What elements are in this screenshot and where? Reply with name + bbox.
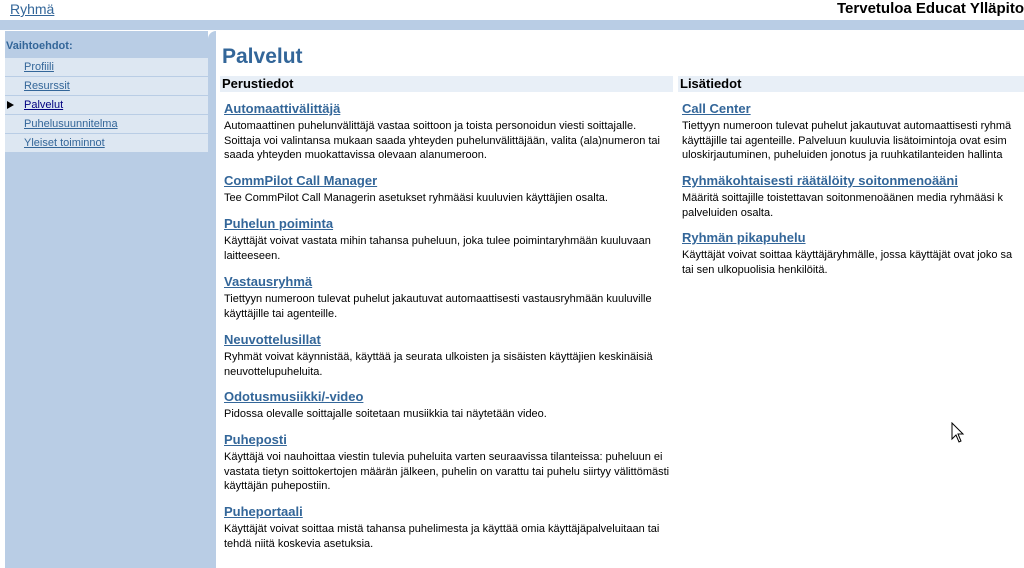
service-item xyxy=(224,332,672,379)
sidebar-item-palvelut[interactable] xyxy=(5,96,208,115)
service-description: Tee CommPilot Call Managerin asetukset ryhmääsi kuuluvien käyttäjien osalta. xyxy=(224,192,608,204)
description-line: palveluiden osalta. xyxy=(682,206,774,219)
sidebar-item-label[interactable]: Yleiset toiminnot xyxy=(24,137,105,149)
service-description xyxy=(682,119,1024,163)
sidebar-item-label[interactable]: Profiili xyxy=(24,61,54,73)
service-item xyxy=(682,230,1024,277)
service-item xyxy=(224,173,672,206)
sidebar-item-label[interactable]: Palvelut xyxy=(24,99,64,111)
main-frame-corner xyxy=(208,31,216,568)
service-item xyxy=(682,101,1024,163)
mouse-pointer-icon xyxy=(951,422,965,444)
sidebar xyxy=(5,31,208,568)
page-title: Palvelut xyxy=(222,45,303,68)
sidebar-item-yleiset-toiminnot[interactable] xyxy=(5,134,208,153)
service-description: Ryhmät voivat käynnistää, käyttää ja seurata ulkoisten ja sisäisten käyttäjien keskinäisiä neuvottelupuheluita. xyxy=(224,351,653,378)
service-description xyxy=(682,248,1024,277)
description-line: uloskirjautuminen, puheluiden jonotus ja ruuhkatilanteiden hallinta xyxy=(682,149,1003,161)
service-link-vastausryhma[interactable]: Vastausryhmä xyxy=(224,274,313,289)
description-line: Tiettyyn numeroon tulevat puhelut jakautuvat automaattisesti ryhmä xyxy=(682,120,1012,132)
service-link-commpilot[interactable]: CommPilot Call Manager xyxy=(224,173,378,188)
sidebar-item-label[interactable]: Puhelusuunnitelma xyxy=(24,118,118,130)
service-description: Automaattinen puhelunvälittäjä vastaa soittoon ja toista personoidun viesti soittajalle. Soittaja voi valintansa mukaan saada yhteyden puhelunvälittäjään, valita (ala)numeron tai saada yhteyden muokattavissa olevaan alanumeroon. xyxy=(224,120,660,161)
sidebar-item-resurssit[interactable] xyxy=(5,77,208,96)
service-link-soitonmenoaani[interactable]: Ryhmäkohtaisesti räätälöity soitonmenoääni xyxy=(682,173,958,188)
service-link-puheposti[interactable]: Puheposti xyxy=(224,432,287,447)
service-item xyxy=(682,173,1024,220)
service-link-neuvottelusillat[interactable]: Neuvottelusillat xyxy=(224,332,321,347)
sidebar-item-label[interactable]: Resurssit xyxy=(24,80,70,92)
service-item xyxy=(224,274,672,321)
top-bar xyxy=(0,0,1024,20)
breadcrumb-link[interactable]: Ryhmä xyxy=(10,1,55,17)
section-heading-basic: Perustiedot xyxy=(220,76,673,92)
description-line: Määritä soittajille toistettavan soitonmenoäänen media ryhmääsi k xyxy=(682,192,1003,204)
service-description: Tiettyyn numeroon tulevat puhelut jakautuvat automaattisesti vastausryhmään kuuluville käyttäjille tai agenteille. xyxy=(224,293,652,320)
main-content xyxy=(216,31,1024,568)
service-link-odotusmusiikki[interactable]: Odotusmusiikki/-video xyxy=(224,389,364,404)
service-link-automaattivalittaja[interactable]: Automaattivälittäjä xyxy=(224,101,341,116)
sidebar-item-puhelusuunnitelma[interactable] xyxy=(5,115,208,134)
service-item xyxy=(224,389,672,422)
triangle-right-icon xyxy=(7,101,14,109)
service-description: Käyttäjä voi nauhoittaa viestin tulevia puheluita varten seuraavissa tilanteissa: puheluun ei vastata tietyn soittokertojen määrän jälkeen, puhelin on varattu tai puhelu siirtyy välittömästi käyttäjän puhepostiin. xyxy=(224,451,670,492)
service-description xyxy=(682,191,1024,220)
sidebar-title: Vaihtoehdot: xyxy=(6,40,73,52)
service-link-pikapuhelu[interactable]: Ryhmän pikapuhelu xyxy=(682,230,806,245)
top-stripe xyxy=(0,20,1024,30)
service-link-puheportaali[interactable]: Puheportaali xyxy=(224,504,303,519)
description-line: käyttäjille tai agenteille. Palveluun kuuluvia lisätoimintoja ovat esim xyxy=(682,134,1007,147)
service-item xyxy=(224,101,672,163)
description-line: Käyttäjät voivat soittaa käyttäjäryhmälle, jossa käyttäjät ovat joko sa xyxy=(682,249,1013,261)
service-item xyxy=(224,432,672,494)
service-link-call-center[interactable]: Call Center xyxy=(682,101,751,116)
service-description: Pidossa olevalle soittajalle soitetaan musiikkia tai näytetään video. xyxy=(224,408,547,420)
service-description: Käyttäjät voivat soittaa mistä tahansa puhelimesta ja käyttää omia käyttäjäpalveluitaan tai tehdä niitä koskevia asetuksia. xyxy=(224,523,660,550)
welcome-text: Tervetuloa Educat Ylläpito xyxy=(837,0,1024,17)
service-description: Käyttäjät voivat vastata mihin tahansa puheluun, joka tulee poimintaryhmään kuuluvaan laitteeseen. xyxy=(224,235,651,262)
description-line: tai sen ulkopuolisia henkilöitä. xyxy=(682,263,828,276)
sidebar-item-profiili[interactable] xyxy=(5,58,208,77)
section-heading-additional: Lisätiedot xyxy=(678,76,1024,92)
service-item xyxy=(224,504,672,551)
service-link-puhelun-poiminta[interactable]: Puhelun poiminta xyxy=(224,216,334,231)
service-item xyxy=(224,216,672,263)
